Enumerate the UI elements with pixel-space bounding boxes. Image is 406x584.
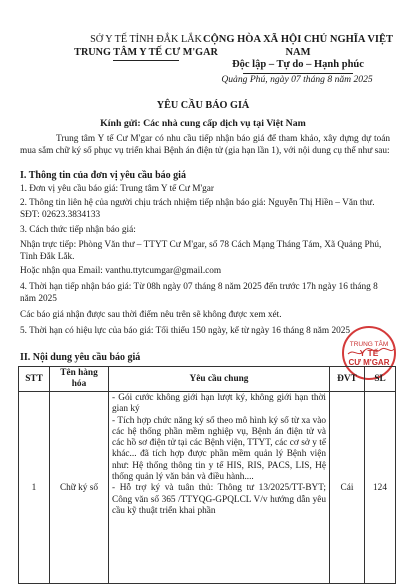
item-2: 2. Thông tin liên hệ của người chịu trách nhiệm tiếp nhận báo giá: Nguyễn Thị Hiền – Văn thư. SĐT: 02623.3834133 bbox=[20, 198, 375, 220]
cell-item-name: Chữ ký số bbox=[50, 392, 109, 584]
header-quantity: SL bbox=[365, 367, 396, 392]
header-left-underline bbox=[113, 60, 179, 61]
department-name: SỞ Y TẾ TỈNH ĐẮK LẮK bbox=[90, 34, 202, 45]
recipient: Kính gửi: Các nhà cung cấp dịch vụ tại Việt Nam bbox=[100, 118, 306, 129]
header-stt: STT bbox=[19, 367, 50, 392]
stamp-line-1: TRUNG TÂM bbox=[349, 341, 389, 348]
item-4b: Các báo giá nhận được sau thời điểm nêu trên sẽ không được xem xét. bbox=[20, 310, 282, 320]
nation-name: CỘNG HÒA XÃ HỘI CHỦ NGHĨA VIỆT NAM bbox=[203, 34, 393, 58]
cell-quantity: 124 bbox=[365, 392, 396, 584]
table-row bbox=[19, 392, 396, 584]
item-5: 5. Thời hạn có hiệu lực của báo giá: Tối thiểu 150 ngày, kể từ ngày 16 tháng 8 năm 2025 bbox=[20, 326, 351, 336]
place-date: Quảng Phú, ngày 07 tháng 8 năm 2025 bbox=[221, 74, 373, 85]
quote-request-table bbox=[18, 366, 396, 584]
table-header-row bbox=[19, 367, 396, 392]
signature-scribble-icon bbox=[346, 346, 396, 358]
intro-paragraph: Trung tâm Y tế Cư M'gar có nhu cầu tiếp nhận báo giá để tham khảo, xây dựng dự toán mua sắm chữ ký số phục vụ triển khai Bệnh án điện tử (gia hạn lần 1), với nội dung cụ thể như sau: bbox=[20, 134, 390, 156]
cell-requirements: - Gói cước không giới hạn lượt ký, không giới hạn thời gian ký - Tích hợp chức năng ký số theo mô hình ký số từ xa vào các hệ thống phần mềm nghiệp vụ, Bệnh án điện tử và các hồ sơ điện tử tại các Bệnh viện, TTYT, các cơ sở y tế khác... đã tích hợp được phần mềm quản lý Bệnh viện như: Hệ thống thông tin y tế HIS, RIS, PACS, LIS, Hệ thống quản lý văn bản và điều hành.... - Hỗ trợ ký và tuân thủ: Thông tư 13/2025/TT-BYT; Công văn số 365 /TTYQG-GPQLCL V/v hướng dẫn yêu cầu kỹ thuật triển khai phần bbox=[109, 392, 330, 584]
cell-stt: 1 bbox=[19, 392, 50, 584]
header-requirements: Yêu cầu chung bbox=[109, 367, 330, 392]
stamp-line-3: CƯ M'GAR bbox=[348, 358, 390, 367]
header-right bbox=[198, 34, 398, 74]
cell-unit: Cái bbox=[330, 392, 365, 584]
header-item-name: Tên hàng hóa bbox=[50, 367, 109, 392]
section-2-heading: II. Nội dung yêu cầu báo giá bbox=[20, 352, 141, 363]
item-1: 1. Đơn vị yêu cầu báo giá: Trung tâm Y tế Cư M'gar bbox=[20, 184, 215, 194]
motto: Độc lập – Tự do – Hạnh phúc bbox=[232, 59, 364, 70]
item-3b: Hoặc nhận qua Email: vanthu.ttytcumgar@gmail.com bbox=[20, 266, 222, 276]
item-3: 3. Cách thức tiếp nhận báo giá: bbox=[20, 225, 136, 235]
organization-name: TRUNG TÂM Y TẾ CƯ M'GAR bbox=[74, 46, 218, 58]
header-unit: ĐVT bbox=[330, 367, 365, 392]
document-title: YÊU CẦU BÁO GIÁ bbox=[156, 100, 250, 111]
section-1-heading: I. Thông tin của đơn vị yêu cầu báo giá bbox=[20, 170, 186, 181]
stamp-line-2: Y TẾ bbox=[359, 348, 379, 358]
item-3a: Nhận trực tiếp: Phòng Văn thư – TTYT Cư M'gar, số 78 Cách Mạng Tháng Tám, Xã Quảng Phú, Tỉnh Đắk Lắk. bbox=[20, 240, 382, 262]
item-4: 4. Thời hạn tiếp nhận báo giá: Từ 08h ngày 07 tháng 8 năm 2025 đến trước 17h ngày 16 tháng 8 năm 2025 bbox=[20, 282, 378, 304]
